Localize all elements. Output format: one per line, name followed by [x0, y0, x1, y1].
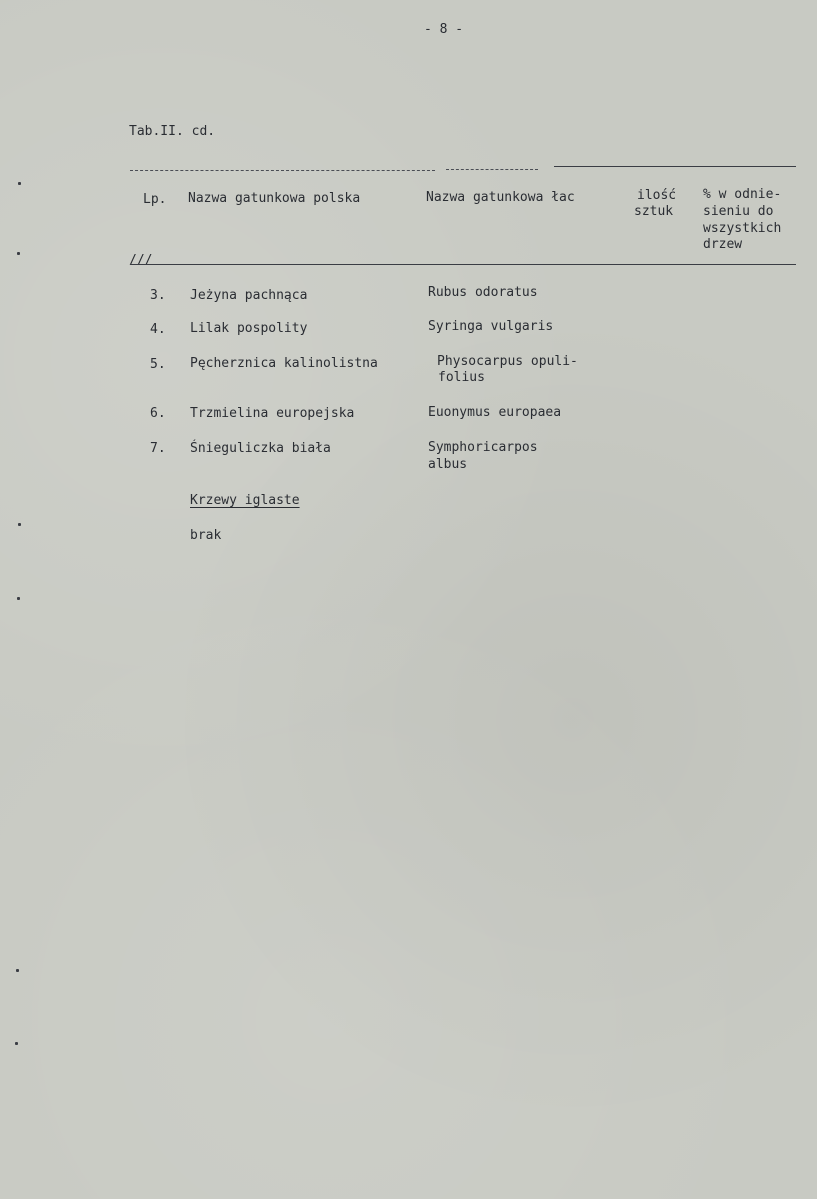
row-latin-name: Physocarpus opuli-	[437, 354, 578, 369]
row-lp: 6.	[150, 406, 166, 421]
header-percent-line1: % w odnie-	[703, 187, 782, 202]
row-latin-name-continued: folius	[438, 370, 485, 385]
margin-mark	[18, 182, 21, 185]
header-lp: Lp.	[143, 192, 167, 207]
row-latin-name: Symphoricarpos	[428, 440, 538, 455]
header-percent-line2: sieniu do	[703, 204, 774, 219]
header-bottom-rule	[130, 264, 796, 265]
header-count-line1: ilość	[637, 188, 677, 203]
row-latin-name-continued: albus	[428, 457, 468, 472]
section-heading: Krzewy iglaste	[190, 493, 300, 508]
margin-mark	[17, 597, 20, 600]
header-top-rule-2	[446, 169, 538, 170]
margin-mark	[18, 523, 21, 526]
header-polish-name: Nazwa gatunkowa polska	[188, 191, 361, 206]
row-polish-name: Śnieguliczka biała	[190, 441, 331, 456]
header-top-rule-1	[130, 170, 435, 171]
row-polish-name: Lilak pospolity	[190, 321, 308, 336]
row-latin-name: Syringa vulgaris	[428, 319, 554, 334]
row-polish-name: Pęcherznica kalinolistna	[190, 356, 378, 371]
section-value: brak	[190, 528, 222, 543]
table-caption: Tab.II. cd.	[129, 124, 216, 139]
row-latin-name: Euonymus europaea	[428, 405, 562, 420]
header-marker: ///	[129, 253, 153, 268]
row-lp: 4.	[150, 322, 166, 337]
header-percent-line4: drzew	[703, 237, 743, 252]
row-lp: 3.	[150, 288, 166, 303]
margin-mark	[15, 1042, 18, 1045]
header-count-line2: sztuk	[634, 204, 674, 219]
header-top-rule-3	[554, 166, 796, 167]
header-percent-line3: wszystkich	[703, 221, 782, 236]
margin-mark	[17, 252, 20, 255]
row-lp: 7.	[150, 441, 166, 456]
page-number: - 8 -	[424, 22, 464, 37]
header-latin-name: Nazwa gatunkowa łac	[426, 190, 575, 205]
row-polish-name: Trzmielina europejska	[190, 406, 355, 421]
row-latin-name: Rubus odoratus	[428, 285, 538, 300]
margin-mark	[16, 969, 19, 972]
row-lp: 5.	[150, 357, 166, 372]
row-polish-name: Jeżyna pachnąca	[190, 288, 308, 303]
